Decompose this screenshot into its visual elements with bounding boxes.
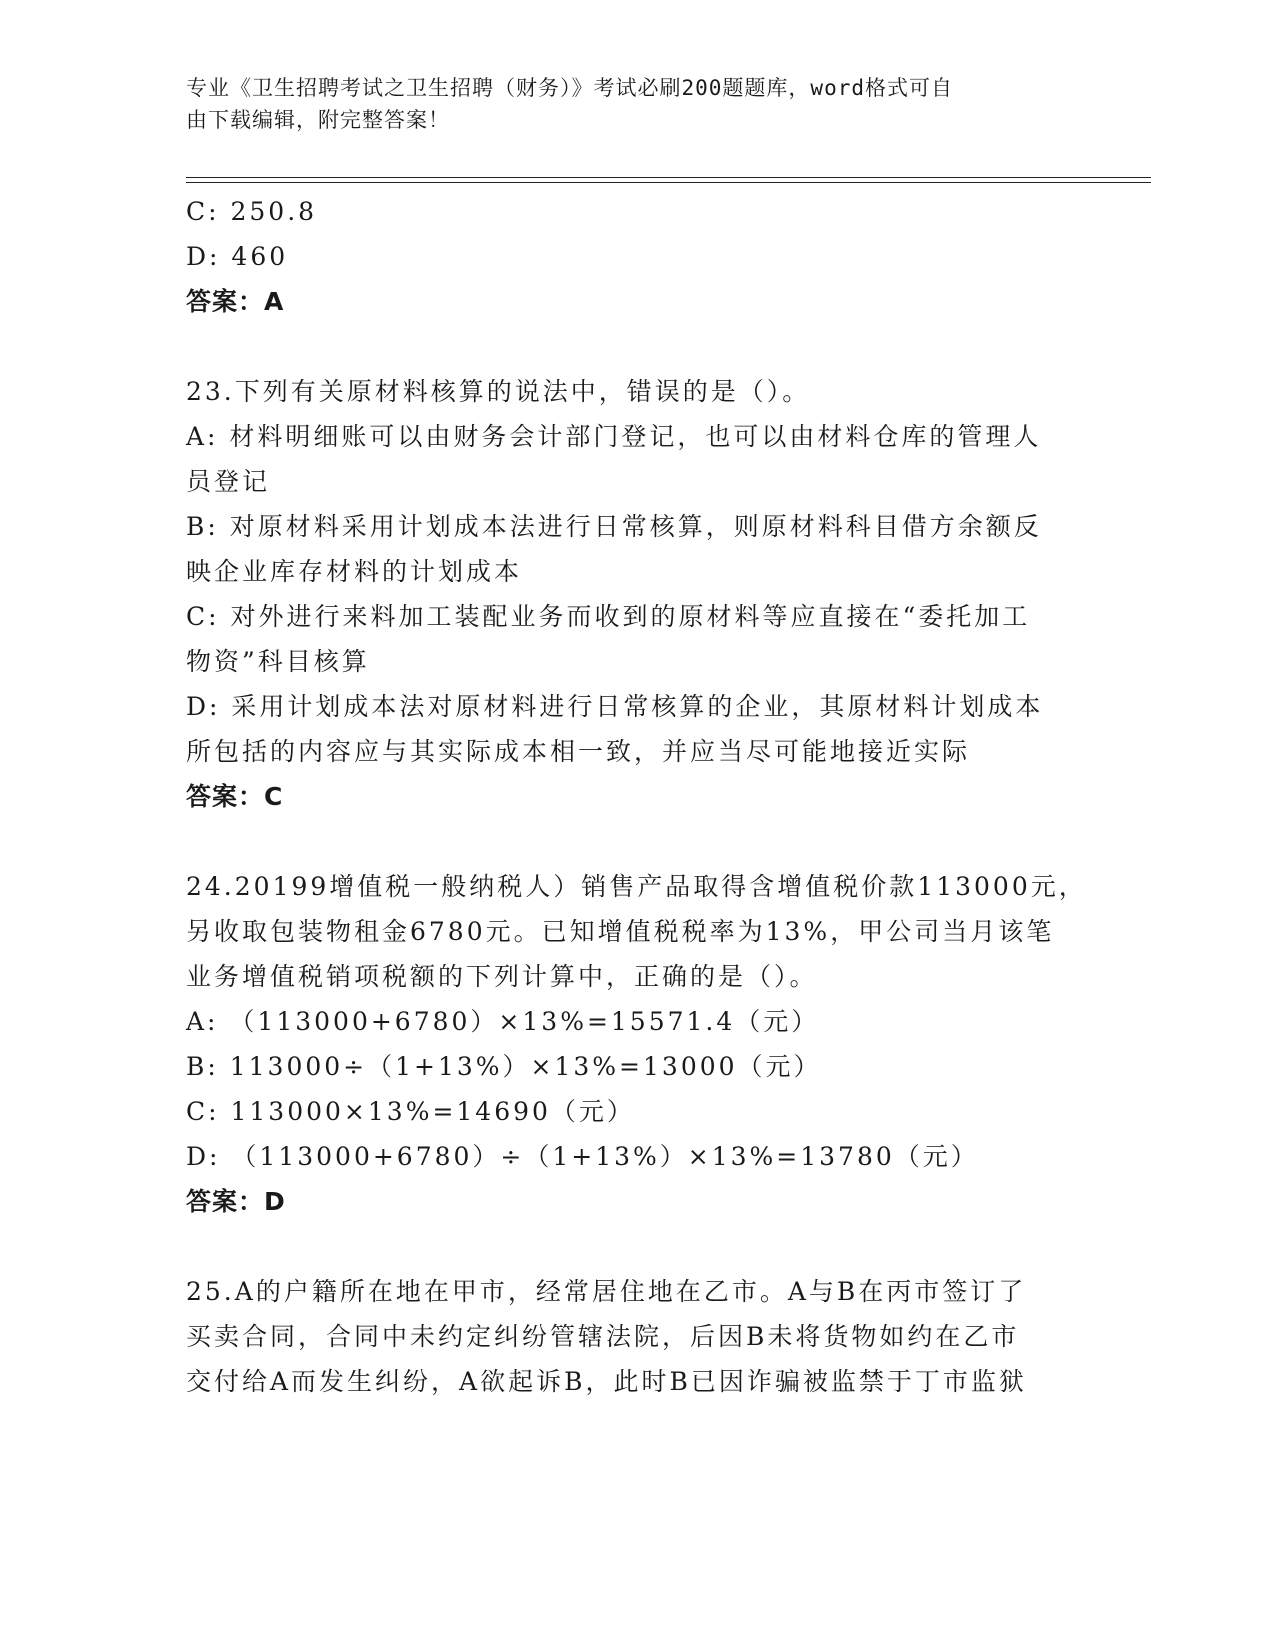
question-24-stem-line-3: 业务增值税销项税额的下列计算中，正确的是（）。: [186, 962, 818, 991]
question-23-option-d-line-1: D: 采用计划成本法对原材料进行日常核算的企业，其原材料计划成本: [186, 692, 1044, 721]
header-divider-top: [186, 177, 1151, 178]
question-24-option-a: A: （113000+6780）×13%=15571.4（元）: [186, 1007, 820, 1036]
header-title-line-1: 专业《卫生招聘考试之卫生招聘（财务）》考试必刷200题题库，word格式可自: [186, 76, 953, 100]
question-23-option-b-line-2: 映企业库存材料的计划成本: [186, 557, 523, 586]
header-divider-bottom: [186, 182, 1151, 183]
spacer: [186, 1224, 1086, 1269]
question-23-option-c-line-2: 物资”科目核算: [186, 647, 370, 676]
question-22-tail: [186, 189, 1086, 324]
question-24-answer: 答案：D: [186, 1187, 286, 1216]
question-25: [186, 1269, 1086, 1404]
question-23-option-a-line-1: A: 材料明细账可以由财务会计部门登记，也可以由材料仓库的管理人: [186, 422, 1042, 451]
question-24-option-b: B: 113000÷（1+13%）×13%=13000（元）: [186, 1052, 822, 1081]
page-header: [186, 72, 1066, 136]
question-23-option-d-line-2: 所包括的内容应与其实际成本相一致，并应当尽可能地接近实际: [186, 737, 971, 766]
spacer: [186, 324, 1086, 369]
document-body: [186, 189, 1086, 1404]
question-24-stem-line-2: 另收取包装物租金6780元。已知增值税税率为13%，甲公司当月该笔: [186, 917, 1055, 946]
question-25-stem-line-3: 交付给A而发生纠纷，A欲起诉B，此时B已因诈骗被监禁于丁市监狱: [186, 1367, 1027, 1396]
spacer: [186, 819, 1086, 864]
question-23-option-c-line-1: C: 对外进行来料加工装配业务而收到的原材料等应直接在“委托加工: [186, 602, 1031, 631]
question-24-option-c: C: 113000×13%=14690（元）: [186, 1097, 635, 1126]
question-23-answer: 答案：C: [186, 782, 284, 811]
question-23: [186, 369, 1086, 819]
header-title-line-2: 由下载编辑，附完整答案！: [186, 108, 450, 132]
question-22-option-c: C: 250.8: [186, 197, 318, 226]
question-24: [186, 864, 1086, 1224]
question-22-option-d: D: 460: [186, 242, 289, 271]
question-24-option-d: D: （113000+6780）÷（1+13%）×13%=13780（元）: [186, 1142, 979, 1171]
question-23-option-a-line-2: 员登记: [186, 467, 271, 496]
question-22-answer: 答案：A: [186, 287, 285, 316]
question-23-option-b-line-1: B: 对原材料采用计划成本法进行日常核算，则原材料科目借方余额反: [186, 512, 1042, 541]
question-25-stem-line-2: 买卖合同，合同中未约定纠纷管辖法院，后因B未将货物如约在乙市: [186, 1322, 1020, 1351]
question-25-stem-line-1: 25.A的户籍所在地在甲市，经常居住地在乙市。A与B在丙市签订了: [186, 1277, 1027, 1306]
question-23-stem: 23.下列有关原材料核算的说法中，错误的是（）。: [186, 377, 811, 406]
question-24-stem-line-1: 24.20199增值税一般纳税人）销售产品取得含增值税价款113000元，: [186, 872, 1087, 901]
